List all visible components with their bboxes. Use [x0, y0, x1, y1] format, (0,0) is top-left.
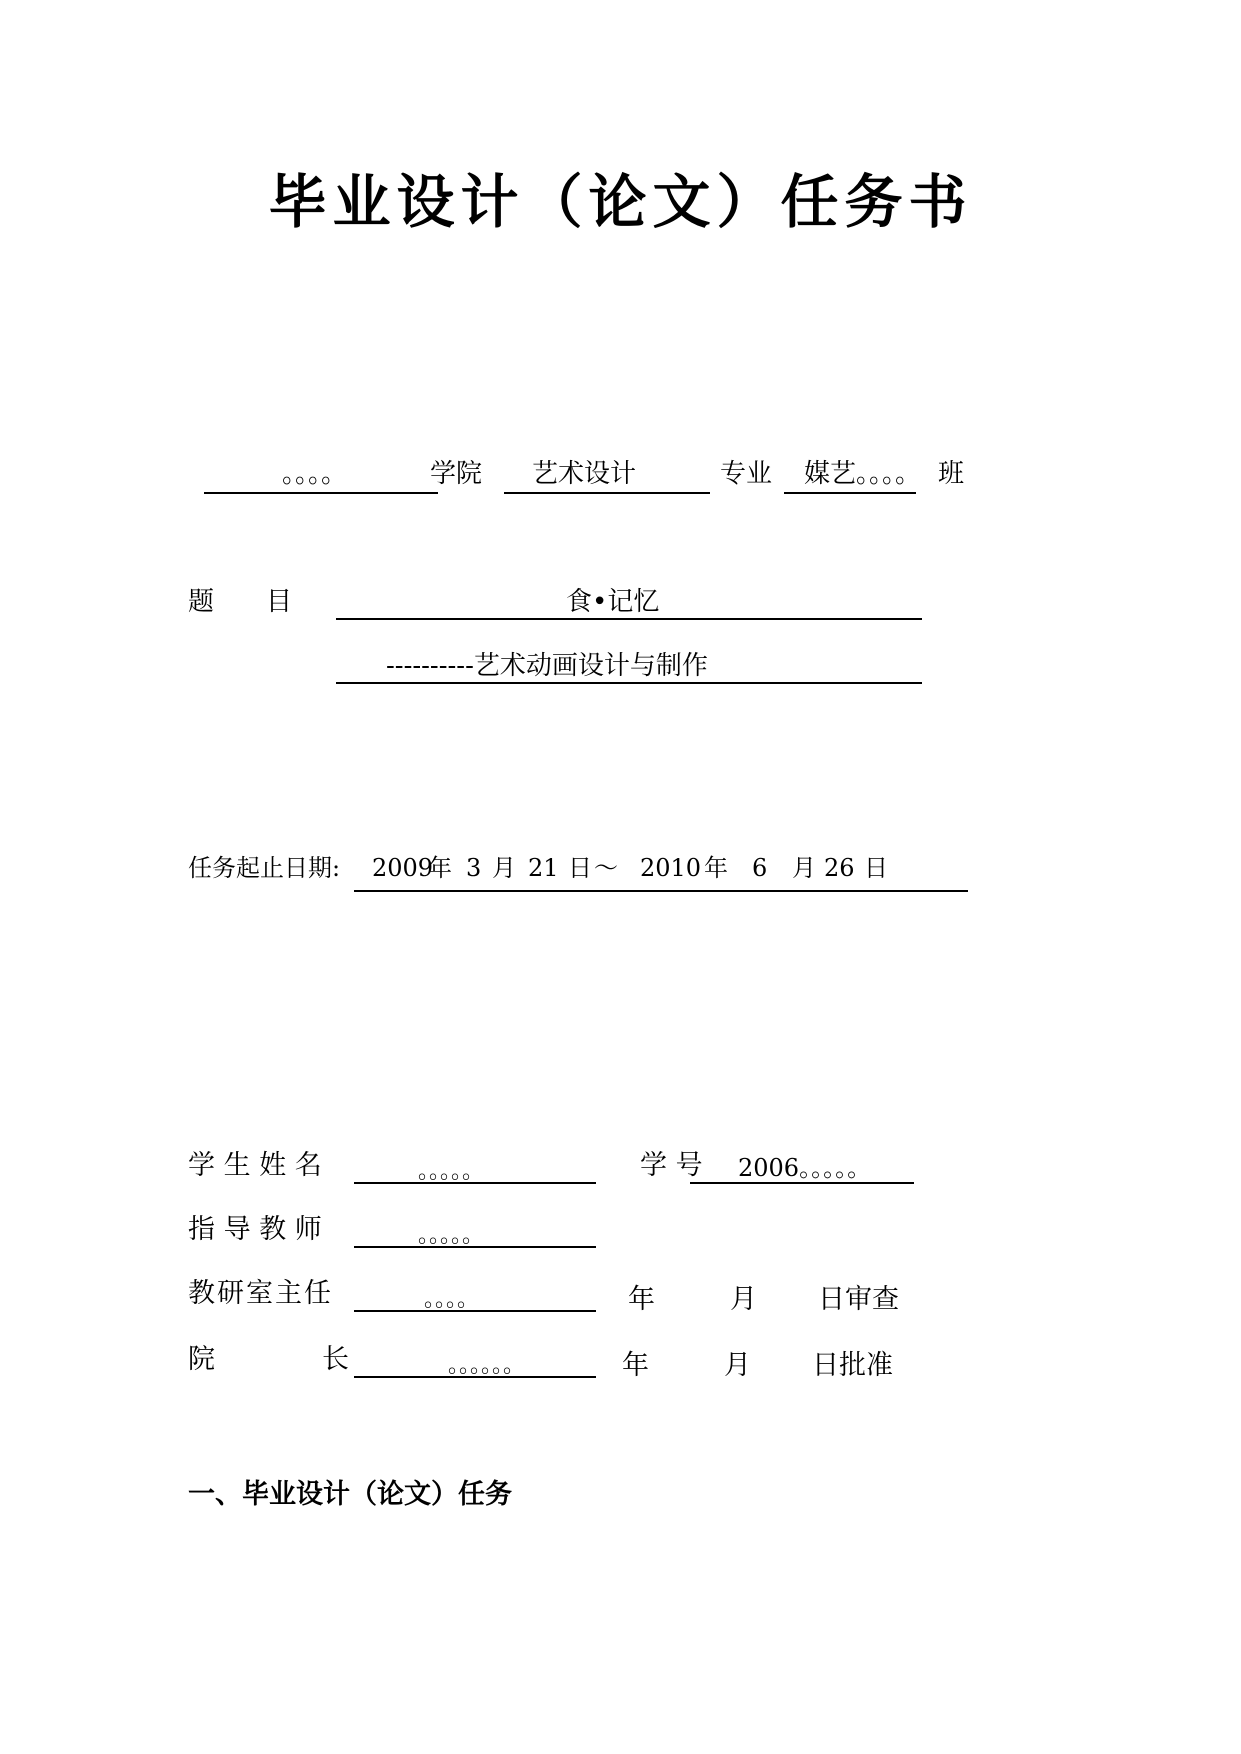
student-name-label: 学 生 姓 名 — [188, 1150, 322, 1181]
end-day: 26 — [824, 854, 855, 882]
dean-month: 月 — [724, 1350, 751, 1381]
topic-line1: 食•记忆 — [566, 587, 660, 617]
start-year: 2009 — [372, 854, 434, 882]
student-name-underline — [354, 1182, 596, 1184]
major-underline — [504, 492, 710, 494]
end-day-char: 日 — [864, 854, 888, 882]
student-id-underline — [690, 1182, 914, 1184]
start-day: 21 — [528, 854, 559, 882]
dean-action: 日批准 — [812, 1350, 893, 1381]
document-title: 毕业设计（论文）任务书 — [268, 168, 973, 236]
director-underline — [354, 1310, 596, 1312]
student-name-value: 。。。。。 — [418, 1159, 485, 1184]
dates-underline — [354, 890, 968, 892]
advisor-label: 指 导 教 师 — [188, 1214, 322, 1245]
section-heading: 一、毕业设计（论文）任务 — [188, 1479, 512, 1510]
end-month: 6 — [752, 854, 768, 882]
advisor-value: 。。。。。 — [418, 1223, 485, 1248]
college-label: 学院 — [430, 459, 483, 489]
major-label: 专业 — [720, 459, 773, 489]
student-id-value: 2006。。。。。 — [738, 1154, 872, 1182]
class-label: 班 — [938, 459, 965, 489]
director-action: 日审查 — [818, 1284, 899, 1315]
topic-label: 题 目 — [188, 587, 293, 617]
dean-value: 。。。。。。 — [448, 1353, 526, 1378]
director-month: 月 — [730, 1284, 757, 1315]
topic-line2: ----------艺术动画设计与制作 — [386, 651, 708, 681]
end-month-char: 月 — [792, 854, 816, 882]
major-value: 艺术设计 — [532, 459, 637, 489]
director-label: 教研室主任 — [188, 1278, 333, 1309]
college-value: 。。。。 — [282, 459, 348, 489]
topic-underline-1 — [336, 618, 922, 620]
class-value: 媒艺。。。。 — [804, 459, 922, 489]
end-year: 2010 — [640, 854, 702, 882]
end-year-char: 年 — [704, 854, 728, 882]
dean-label-1: 院 — [188, 1344, 215, 1375]
dates-label: 任务起止日期: — [188, 854, 341, 882]
college-underline — [204, 492, 438, 494]
director-year: 年 — [628, 1284, 655, 1315]
start-month-char: 月 — [492, 854, 516, 882]
advisor-underline — [354, 1246, 596, 1248]
range-char: ～ — [594, 854, 618, 882]
start-year-char: 年 — [428, 854, 452, 882]
dean-label-2: 长 — [322, 1344, 349, 1375]
dean-underline — [354, 1376, 596, 1378]
class-underline — [784, 492, 916, 494]
start-day-char: 日 — [568, 854, 592, 882]
topic-underline-2 — [336, 682, 922, 684]
start-month: 3 — [466, 854, 482, 882]
dean-year: 年 — [622, 1350, 649, 1381]
student-id-label: 学 号 — [640, 1150, 703, 1181]
director-value: 。。。。 — [424, 1287, 480, 1312]
